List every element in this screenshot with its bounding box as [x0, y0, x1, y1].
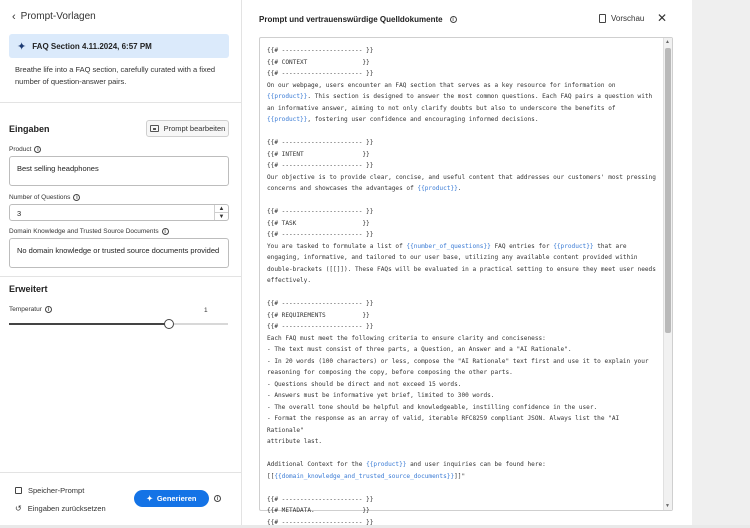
template-title: FAQ Section 4.11.2024, 6:57 PM [32, 42, 152, 51]
preview-button[interactable] [599, 14, 644, 23]
code-line: - Answers must be informative yet brief, limited to 300 words. [267, 390, 659, 402]
product-label-text: Product [9, 146, 31, 153]
code-line: {{# TASK }} [267, 218, 659, 230]
num-questions-label-text: Number of Questions [9, 194, 70, 201]
generate-label: Generieren [157, 494, 197, 503]
code-line [267, 448, 659, 460]
stepper-down-icon[interactable]: ▼ [215, 213, 228, 220]
code-line: On our webpage, users encounter an FAQ section that serves as a key resource for information on [267, 80, 659, 92]
prompt-editor[interactable] [259, 37, 673, 511]
divider [0, 472, 242, 473]
template-description: Breathe life into a FAQ section, carefully curated with a fixed number of question-answer pairs. [15, 64, 225, 87]
stepper [214, 205, 228, 220]
document-icon [599, 14, 606, 23]
divider [0, 102, 242, 103]
temperature-slider-thumb[interactable] [164, 319, 174, 329]
back-link[interactable] [12, 11, 96, 22]
prompt-code[interactable] [267, 45, 659, 528]
code-line: {{# ---------------------- }} [267, 45, 659, 57]
code-line: {{# ---------------------- }} [267, 494, 659, 506]
code-line: attribute last. [267, 436, 659, 448]
preview-label: Vorschau [611, 14, 644, 23]
stepper-up-icon[interactable]: ▲ [215, 205, 228, 213]
info-icon[interactable]: i [162, 228, 169, 235]
code-line: {{# ---------------------- }} [267, 517, 659, 528]
info-icon[interactable]: i [34, 146, 41, 153]
template-header [9, 34, 229, 58]
generate-button[interactable] [134, 490, 209, 507]
code-line: effectively. [267, 275, 659, 287]
scrollbar-thumb[interactable] [665, 48, 671, 333]
save-prompt-link[interactable] [15, 486, 84, 495]
panel-title-text: Prompt und vertrauenswürdige Quelldokumente [259, 15, 443, 24]
save-icon [15, 487, 22, 494]
code-line: {{# REQUIREMENTS }} [267, 310, 659, 322]
code-line: {{# METADATA. }} [267, 505, 659, 517]
close-icon[interactable]: ✕ [657, 11, 667, 25]
inputs-title: Eingaben [9, 124, 50, 134]
sparkle-icon: ✦ [17, 40, 26, 53]
scrollbar[interactable] [663, 38, 672, 510]
code-line: an informative answer, aiming to not only clarify doubts but also to underscore the benefits of [267, 103, 659, 115]
background-gutter [692, 0, 750, 525]
code-line: engaging, informative, and tailored to our user base, utilizing any available content provided within [267, 252, 659, 264]
info-icon[interactable]: i [45, 306, 52, 313]
code-line [267, 195, 659, 207]
code-line [267, 287, 659, 299]
code-line: You are tasked to formulate a list of {{number_of_questions}} FAQ entries for {{product}} that are [267, 241, 659, 253]
num-questions-stepper[interactable] [9, 204, 229, 221]
edit-prompt-button[interactable] [146, 120, 229, 137]
code-line [267, 126, 659, 138]
temperature-label [9, 306, 52, 313]
code-line: {{# INTENT }} [267, 149, 659, 161]
code-line: - The text must consist of three parts, a Question, an Answer and a "AI Rationale". [267, 344, 659, 356]
code-line: {{# ---------------------- }} [267, 68, 659, 80]
code-line: double-brackets ([[]]). These FAQs will be evaluated in a practical setting to ensure they meet user needs [267, 264, 659, 276]
code-line: {{# ---------------------- }} [267, 137, 659, 149]
sparkle-icon: ✦ [147, 494, 153, 503]
right-panel [242, 0, 692, 525]
save-prompt-label: Speicher-Prompt [28, 486, 84, 495]
left-panel [0, 0, 242, 525]
num-questions-label [9, 194, 80, 201]
code-line: concerns and showcases the advantages of {{product}}. [267, 183, 659, 195]
domain-field[interactable] [9, 238, 229, 268]
code-line: {{# ---------------------- }} [267, 206, 659, 218]
reset-icon: ↺ [15, 504, 22, 513]
back-label: Prompt-Vorlagen [21, 11, 96, 22]
temperature-label-text: Temperatur [9, 306, 42, 313]
domain-value: No domain knowledge or trusted source documents provided [17, 246, 219, 255]
code-line: {{# ---------------------- }} [267, 160, 659, 172]
num-questions-value: 3 [17, 209, 21, 218]
product-value: Best selling headphones [17, 164, 99, 173]
code-line: reasoning for composing the copy, before composing the other parts. [267, 367, 659, 379]
temperature-slider-track[interactable] [9, 323, 169, 325]
domain-label-text: Domain Knowledge and Trusted Source Documents [9, 228, 159, 235]
code-line: - Questions should be direct and not exceed 15 words. [267, 379, 659, 391]
domain-label [9, 228, 169, 235]
reset-inputs-link[interactable] [15, 504, 106, 513]
scroll-up-icon[interactable]: ▲ [664, 39, 671, 45]
scroll-down-icon[interactable]: ▼ [664, 503, 671, 509]
code-line: {{product}}, fostering user confidence and encouraging informed decisions. [267, 114, 659, 126]
chevron-left-icon: ‹ [12, 12, 16, 22]
code-line: - Format the response as an array of valid, iterable RFC8259 compliant JSON. Always list the "AI Rationale" [267, 413, 659, 436]
code-line: [[{{domain_knowledge_and_trusted_source_documents}}]]" [267, 471, 659, 483]
info-icon[interactable]: i [73, 194, 80, 201]
info-icon[interactable]: i [214, 495, 221, 502]
product-label [9, 146, 41, 153]
code-line: Our objective is to provide clear, concise, and useful content that addresses our customers' most pressing [267, 172, 659, 184]
code-line: {{# CONTEXT }} [267, 57, 659, 69]
edit-prompt-label: Prompt bearbeiten [164, 124, 226, 133]
divider [0, 276, 242, 277]
reset-label: Eingaben zurücksetzen [28, 504, 106, 513]
temperature-slider-rest[interactable] [174, 323, 228, 325]
code-line: - In 20 words (100 characters) or less, compose the "AI Rationale" text first and use it to explain your [267, 356, 659, 368]
code-line [267, 482, 659, 494]
image-edit-icon [150, 125, 159, 132]
code-line: {{# ---------------------- }} [267, 321, 659, 333]
info-icon[interactable]: i [450, 16, 457, 23]
product-field[interactable] [9, 156, 229, 186]
code-line: - The overall tone should be helpful and knowledgeable, instilling confidence in the user. [267, 402, 659, 414]
code-line: Additional Context for the {{product}} and user inquiries can be found here: [267, 459, 659, 471]
code-line: {{# ---------------------- }} [267, 229, 659, 241]
temperature-value: 1 [204, 307, 208, 314]
panel-title [259, 15, 457, 24]
code-line: Each FAQ must meet the following criteria to ensure clarity and conciseness: [267, 333, 659, 345]
code-line: {{product}}. This section is designed to answer the most common questions. Each FAQ pairs a question with [267, 91, 659, 103]
advanced-title: Erweitert [9, 284, 48, 294]
code-line: {{# ---------------------- }} [267, 298, 659, 310]
